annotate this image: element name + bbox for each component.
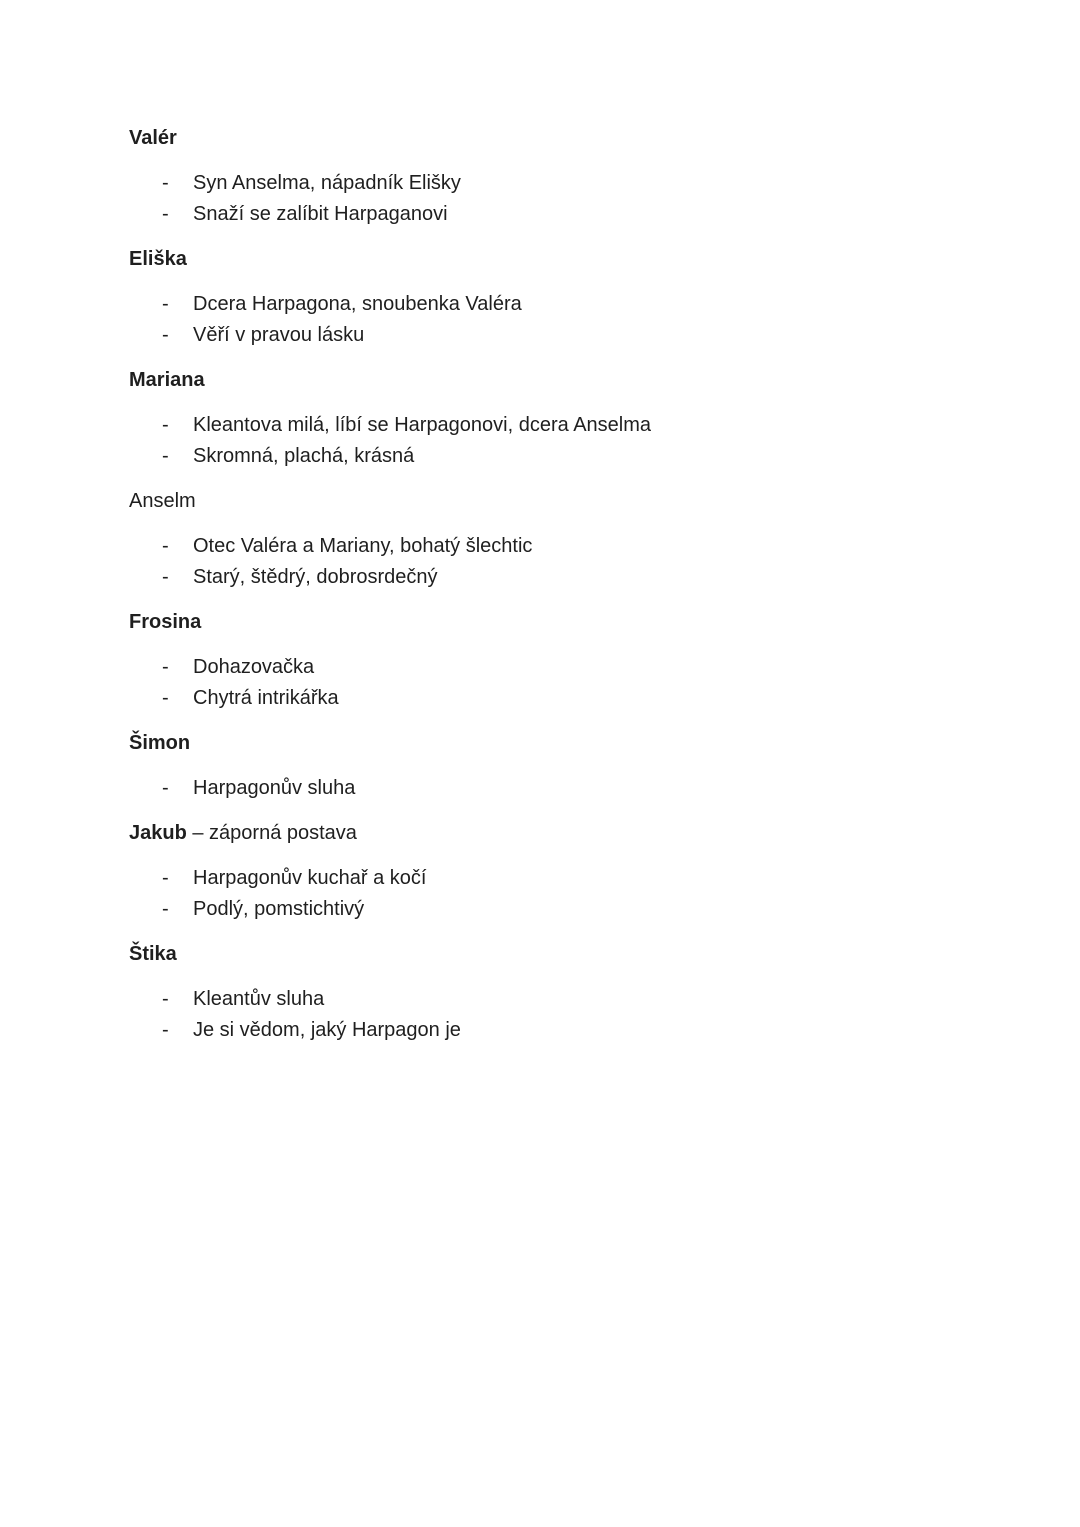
list-item (129, 773, 990, 804)
bullet-dash: - (162, 988, 169, 1010)
list-item-text: Dohazovačka (193, 656, 315, 678)
list-item-text: Dcera Harpagona, snoubenka Valéra (193, 293, 522, 315)
list-item-text: Věří v pravou lásku (193, 324, 365, 346)
list-item-text: Skromná, plachá, krásná (193, 445, 415, 467)
list-item (129, 894, 990, 925)
list-item-text: Podlý, pomstichtivý (193, 898, 365, 920)
bullet-dash: - (162, 293, 169, 315)
bullet-dash: - (162, 898, 169, 920)
bullet-dash: - (162, 414, 169, 436)
character-traits-list (129, 168, 990, 230)
bullet-dash: - (162, 172, 169, 194)
character-section (129, 607, 990, 714)
list-item (129, 410, 990, 441)
bullet-dash: - (162, 687, 169, 709)
character-name-heading (129, 486, 990, 517)
character-name: Anselm (129, 490, 196, 512)
character-name: Mariana (129, 369, 205, 391)
list-item (129, 199, 990, 230)
character-name-heading (129, 365, 990, 396)
character-name: Frosina (129, 611, 202, 633)
bullet-dash: - (162, 203, 169, 225)
character-name-heading (129, 728, 990, 759)
character-section (129, 365, 990, 472)
character-traits-list (129, 863, 990, 925)
character-name: Valér (129, 127, 177, 149)
list-item (129, 289, 990, 320)
character-traits-list (129, 652, 990, 714)
list-item (129, 320, 990, 351)
bullet-dash: - (162, 566, 169, 588)
list-item (129, 683, 990, 714)
character-name-heading (129, 123, 990, 154)
list-item (129, 441, 990, 472)
list-item-text: Kleantova milá, líbí se Harpagonovi, dcera Anselma (193, 414, 652, 436)
bullet-dash: - (162, 445, 169, 467)
character-name: Šimon (129, 732, 191, 754)
character-section (129, 123, 990, 230)
bullet-dash: - (162, 777, 169, 799)
character-name-heading (129, 244, 990, 275)
character-traits-list (129, 773, 990, 804)
character-section (129, 818, 990, 925)
list-item-text: Syn Anselma, nápadník Elišky (193, 172, 461, 194)
bullet-dash: - (162, 867, 169, 889)
bullet-dash: - (162, 1019, 169, 1041)
character-name-suffix: – záporná postava (186, 822, 357, 844)
list-item-text: Harpagonův sluha (193, 777, 356, 799)
list-item-text: Snaží se zalíbit Harpaganovi (193, 203, 448, 225)
character-traits-list (129, 531, 990, 593)
character-name: Štika (129, 943, 177, 965)
character-name: Jakub (129, 822, 187, 844)
list-item-text: Harpagonův kuchař a kočí (193, 867, 427, 889)
bullet-dash: - (162, 324, 169, 346)
list-item (129, 863, 990, 894)
character-name: Eliška (129, 248, 187, 270)
list-item-text: Je si vědom, jaký Harpagon je (193, 1019, 461, 1041)
list-item (129, 984, 990, 1015)
list-item (129, 531, 990, 562)
bullet-dash: - (162, 535, 169, 557)
character-section (129, 939, 990, 1046)
character-section (129, 728, 990, 804)
list-item-text: Chytrá intrikářka (193, 687, 339, 709)
list-item-text: Starý, štědrý, dobrosrdečný (193, 566, 438, 588)
character-traits-list (129, 289, 990, 351)
list-item-text: Otec Valéra a Mariany, bohatý šlechtic (193, 535, 533, 557)
list-item (129, 1015, 990, 1046)
character-name-heading (129, 818, 990, 849)
list-item (129, 168, 990, 199)
character-traits-list (129, 984, 990, 1046)
character-section (129, 486, 990, 593)
character-name-heading (129, 939, 990, 970)
list-item (129, 652, 990, 683)
character-section (129, 244, 990, 351)
character-traits-list (129, 410, 990, 472)
bullet-dash: - (162, 656, 169, 678)
list-item-text: Kleantův sluha (193, 988, 325, 1010)
list-item (129, 562, 990, 593)
character-name-heading (129, 607, 990, 638)
